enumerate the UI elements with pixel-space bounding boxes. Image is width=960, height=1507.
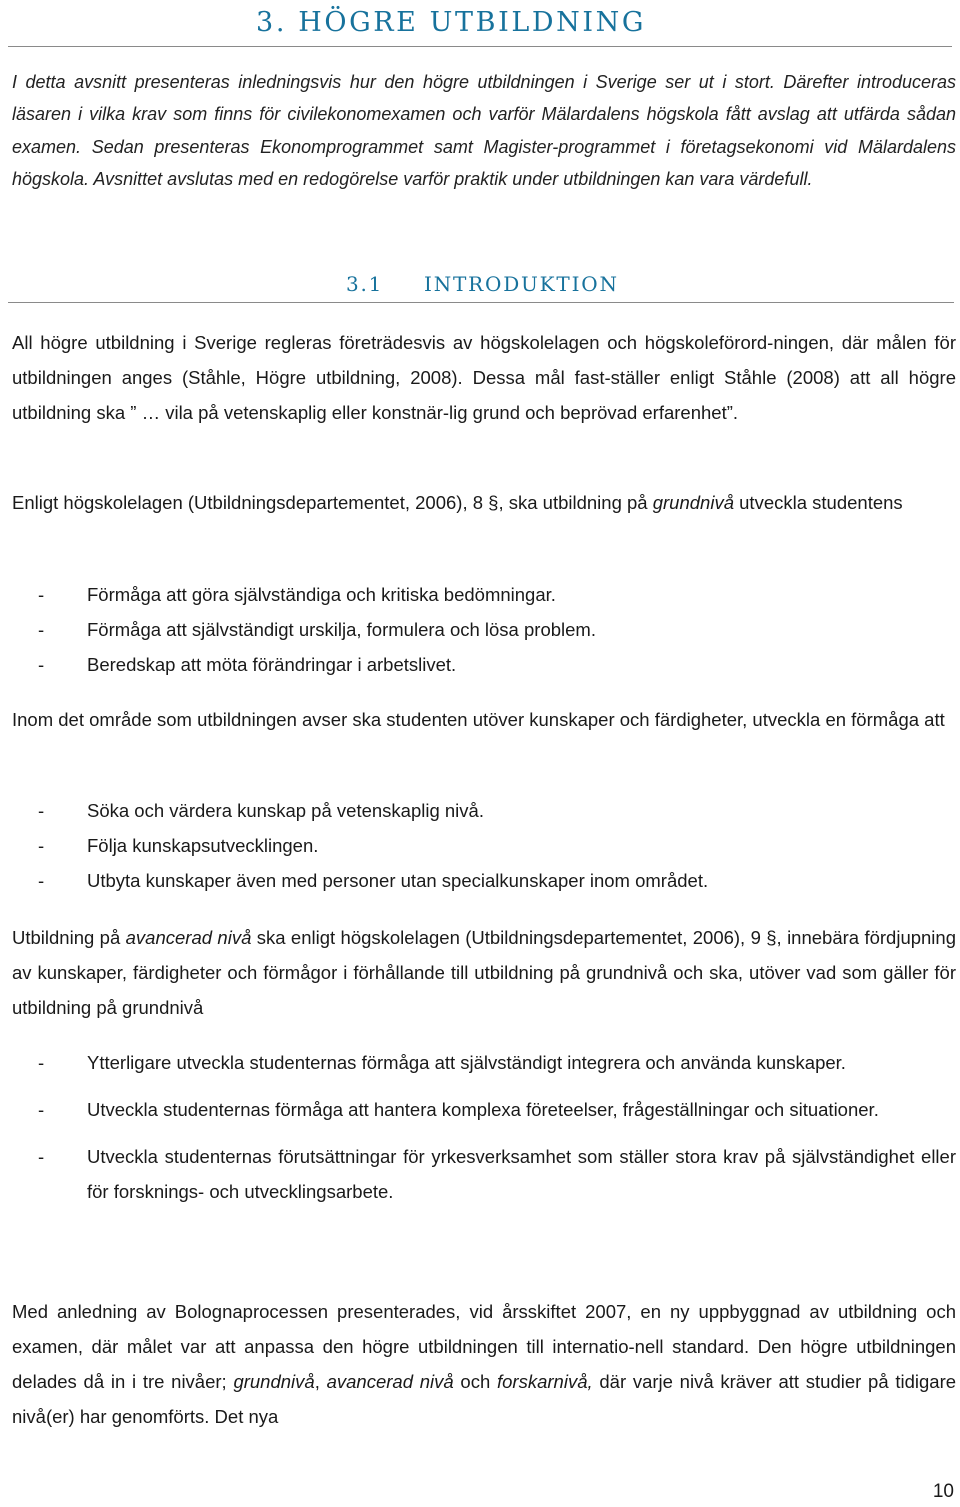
list-dash: - — [38, 1052, 45, 1073]
list-item — [12, 828, 956, 863]
list-item-text: Söka och värdera kunskap på vetenskaplig nivå. — [87, 800, 484, 821]
list-item — [12, 1045, 956, 1080]
list-item — [12, 612, 956, 647]
paragraph-2-part: utveckla studentens — [739, 492, 903, 513]
list-dash: - — [38, 1146, 45, 1167]
section-number: 3.1 — [346, 272, 384, 296]
list-item-text: Ytterligare utveckla studenternas förmåga att självständigt integrera och använda kunskaper. — [87, 1052, 846, 1073]
paragraph-2-text — [12, 485, 956, 520]
list-item — [12, 577, 956, 612]
section-title: INTRODUKTION — [424, 272, 619, 296]
list-dash: - — [38, 584, 45, 605]
paragraph-1-text: All högre utbildning i Sverige regleras företrädesvis av högskolelagen och högskoleförord-ningen, där målen för utbildningen anges (Ståhle, Högre utbildning, 2008). Dessa mål fast-ställer enligt Ståhle (2008) att all högre utbildning ska ” … vila på vetenskaplig eller konstnär-lig grund och beprövad erfarenhet”. — [12, 332, 956, 423]
section-header — [8, 270, 954, 303]
paragraph-1 — [12, 325, 956, 430]
list-dash: - — [38, 835, 45, 856]
list-dash: - — [38, 1099, 45, 1120]
paragraph-4-part: Utbildning på — [12, 927, 121, 948]
paragraph-5-part: där varje nivå kräver att studier på tidigare nivå(er) har genomförts. Det nya — [12, 1371, 957, 1427]
list-item — [12, 647, 956, 682]
emphasis-grundniva: grundnivå — [652, 492, 734, 513]
list-dash: - — [38, 870, 45, 891]
bullet-list-3 — [12, 1045, 956, 1209]
paragraph-4 — [12, 920, 956, 1025]
paragraph-5 — [12, 1294, 956, 1434]
list-dash: - — [38, 654, 45, 675]
list-item — [12, 863, 956, 898]
paragraph-5-text — [12, 1294, 956, 1434]
list-item-text: Utveckla studenternas förutsättningar för yrkesverksamhet som ställer stora krav på självständighet eller för forsknings- och utvecklingsarbete. — [87, 1146, 956, 1202]
list-item — [12, 1139, 956, 1209]
list-item-text: Följa kunskapsutvecklingen. — [87, 835, 319, 856]
paragraph-3 — [12, 702, 956, 737]
conjunction: och — [460, 1371, 491, 1392]
list-dash: - — [38, 619, 45, 640]
paragraph-2 — [12, 485, 956, 520]
bullet-list-1 — [12, 577, 956, 682]
paragraph-4-part: ska enligt högskolelagen (Utbildningsdepartementet, 2006), 9 §, innebära fördjupning av kunskaper, färdigheter och förmågor i förhållande till utbildning på grundnivå och ska, utöver vad som gäller för utbildning på grundnivå — [12, 927, 956, 1018]
list-item-text: Utbyta kunskaper även med personer utan specialkunskaper inom området. — [87, 870, 709, 891]
bullet-list-2 — [12, 793, 956, 898]
list-item-text: Förmåga att självständigt urskilja, formulera och lösa problem. — [87, 619, 596, 640]
paragraph-5-part: Med anledning av Bolognaprocessen presenterades, vid årsskiftet 2007, en ny uppbyggnad av utbildning och examen, där målet var att anpassa den högre utbildningen till internatio-nell standard. Den högre utbildningen delades då in i tre nivåer; — [12, 1301, 956, 1392]
emphasis-grundniva: grundnivå — [233, 1371, 315, 1392]
list-item — [12, 793, 956, 828]
page-number: 10 — [932, 1481, 954, 1502]
list-item-text: Utveckla studenternas förmåga att hantera komplexa företeelser, frågeställningar och situationer. — [87, 1099, 879, 1120]
paragraph-2-part: Enligt högskolelagen (Utbildningsdepartementet, 2006), 8 §, ska utbildning på — [12, 492, 648, 513]
list-item-text: Förmåga att göra självständiga och kritiska bedömningar. — [87, 584, 556, 605]
emphasis-forskarniva: forskarnivå, — [497, 1371, 593, 1392]
emphasis-avancerad-niva: avancerad nivå — [326, 1371, 454, 1392]
list-dash: - — [38, 800, 45, 821]
separator-comma: , — [314, 1371, 320, 1392]
list-item-text: Beredskap att möta förändringar i arbetslivet. — [87, 654, 457, 675]
list-item — [12, 1092, 956, 1127]
chapter-title: 3. HÖGRE UTBILDNING — [256, 7, 646, 38]
paragraph-3-text: Inom det område som utbildningen avser ska studenten utöver kunskaper och färdigheter, utveckla en förmåga att — [12, 709, 945, 730]
chapter-header — [8, 0, 952, 47]
paragraph-4-text — [12, 920, 956, 1025]
chapter-intro: I detta avsnitt presenteras inledningsvis hur den högre utbildningen i Sverige ser ut i stort. Därefter introduceras läsaren i vilka krav som finns för civilekonomexamen och varför Mälardalens högskola fått avslag att utfärda sådan examen. Sedan presenteras Ekonomprogrammet samt Magister-programmet i företagsekonomi vid Mälardalens högskola. Avsnittet avslutas med en redogörelse varför praktik under utbildningen kan vara värdefull. — [12, 72, 956, 190]
emphasis-avancerad-niva: avancerad nivå — [125, 927, 252, 948]
